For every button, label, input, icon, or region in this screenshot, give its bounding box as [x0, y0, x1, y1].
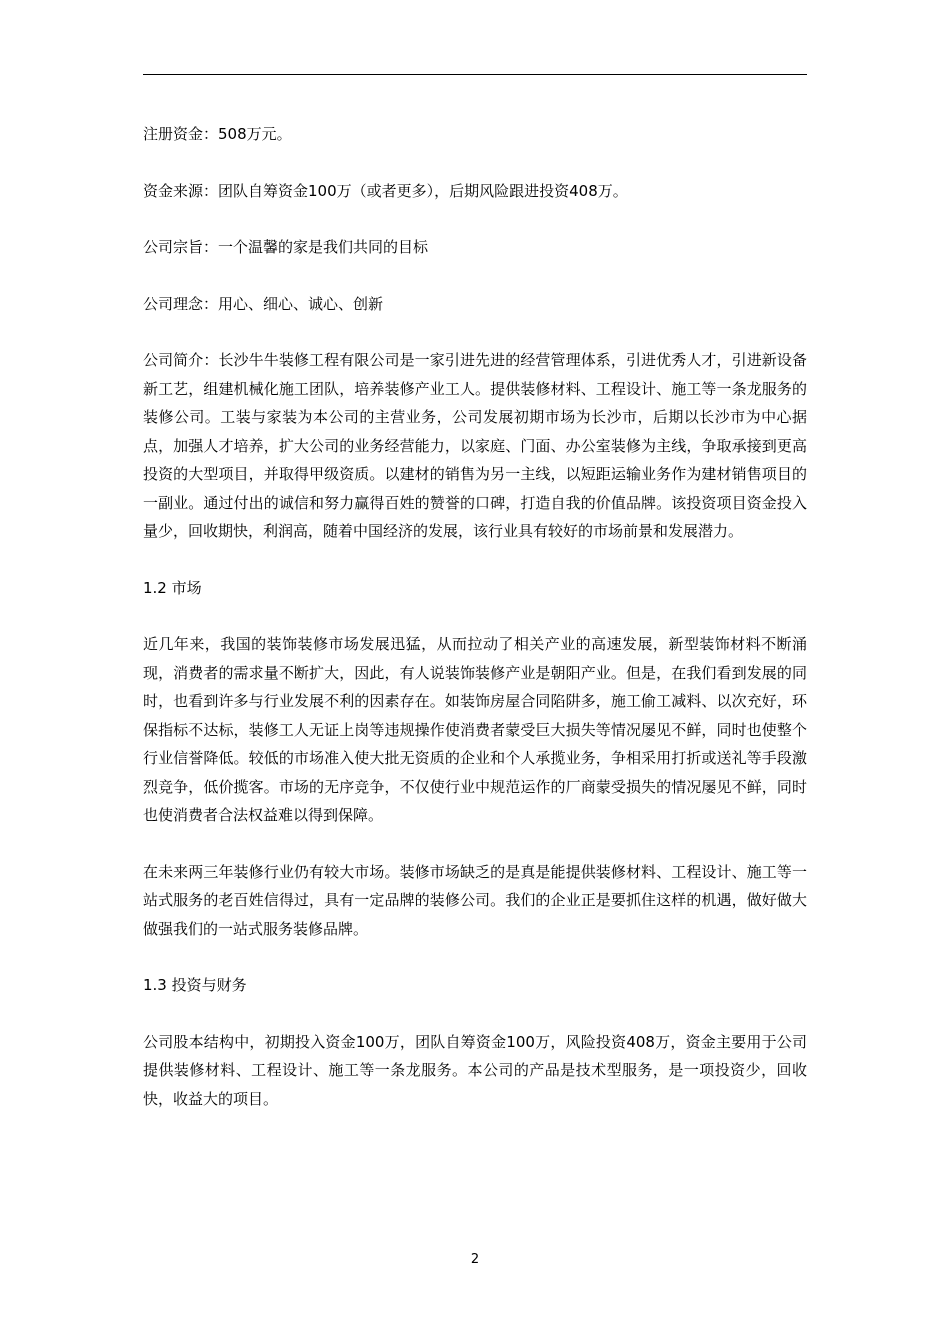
page-number: 2: [470, 1252, 480, 1267]
company-philosophy-paragraph: 公司理念：用心、细心、诚心、创新: [143, 294, 384, 313]
section-heading-investment: 1.3 投资与财务: [143, 976, 247, 994]
company-mission-paragraph: 公司宗旨：一个温馨的家是我们共同的目标: [143, 238, 429, 256]
section-heading-market: 1.2 市场: [143, 578, 202, 597]
investment-paragraph: 公司股本结构中，初期投入资金100万，团队自筹资金100万，风险投资408万，资金主要用于公司提供装修材料、工程设计、施工等一条龙服务。本公司的产品是技术型服务，是一项投资少，回收快，收益大的项目。: [143, 1032, 807, 1108]
market-paragraph-2: 在未来两三年装修行业仍有较大市场。装修市场缺乏的是真是能提供装修材料、工程设计、施工等一站式服务的老百姓信得过，具有一定品牌的装修公司。我们的企业正是要抓住这样的机遇，做好做大做强我们的一站式服务装修品牌。: [143, 862, 807, 938]
market-paragraph-1: 近几年来，我国的装饰装修市场发展迅猛，从而拉动了相关产业的高速发展，新型装饰材料不断涌现，消费者的需求量不断扩大，因此，有人说装饰装修产业是朝阳产业。但是，在我们看到发展的同时，也看到许多与行业发展不利的因素存在。如装饰房屋合同陷阱多，施工偷工减料、以次充好，环保指标不达标，装修工人无证上岗等违规操作使消费者蒙受巨大损失等情况屡见不鲜，同时也使整个行业信誉降低。较低的市场准入使大批无资质的企业和个人承揽业务，争相采用打折或送礼等手段激烈竞争，低价揽客。市场的无序竞争，不仅使行业中规范运作的厂商蒙受损失的情况屡见不鲜，同时也使消费者合法权益难以得到保障。: [143, 635, 807, 824]
header-rule: [143, 74, 807, 75]
funding-source-paragraph: 资金来源：团队自筹资金100万（或者更多），后期风险跟进投资408万。: [143, 181, 628, 200]
document-body: [143, 120, 807, 1141]
company-profile-paragraph: 公司简介：长沙牛牛装修工程有限公司是一家引进先进的经营管理体系，引进优秀人才，引进新设备新工艺，组建机械化施工团队，培养装修产业工人。提供装修材料、工程设计、施工等一条龙服务的装修公司。工装与家装为本公司的主营业务，公司发展初期市场为长沙市，后期以长沙市为中心据点，加强人才培养，扩大公司的业务经营能力，以家庭、门面、办公室装修为主线，争取承接到更高投资的大型项目，并取得甲级资质。以建材的销售为另一主线，以短距运输业务作为建材销售项目的一副业。通过付出的诚信和努力赢得百姓的赞誉的口碑，打造自我的价值品牌。该投资项目资金投入量少，回收期快，利润高，随着中国经济的发展，该行业具有较好的市场前景和发展潜力。: [143, 351, 807, 540]
registered-capital-paragraph: 注册资金：508万元。: [143, 125, 292, 143]
